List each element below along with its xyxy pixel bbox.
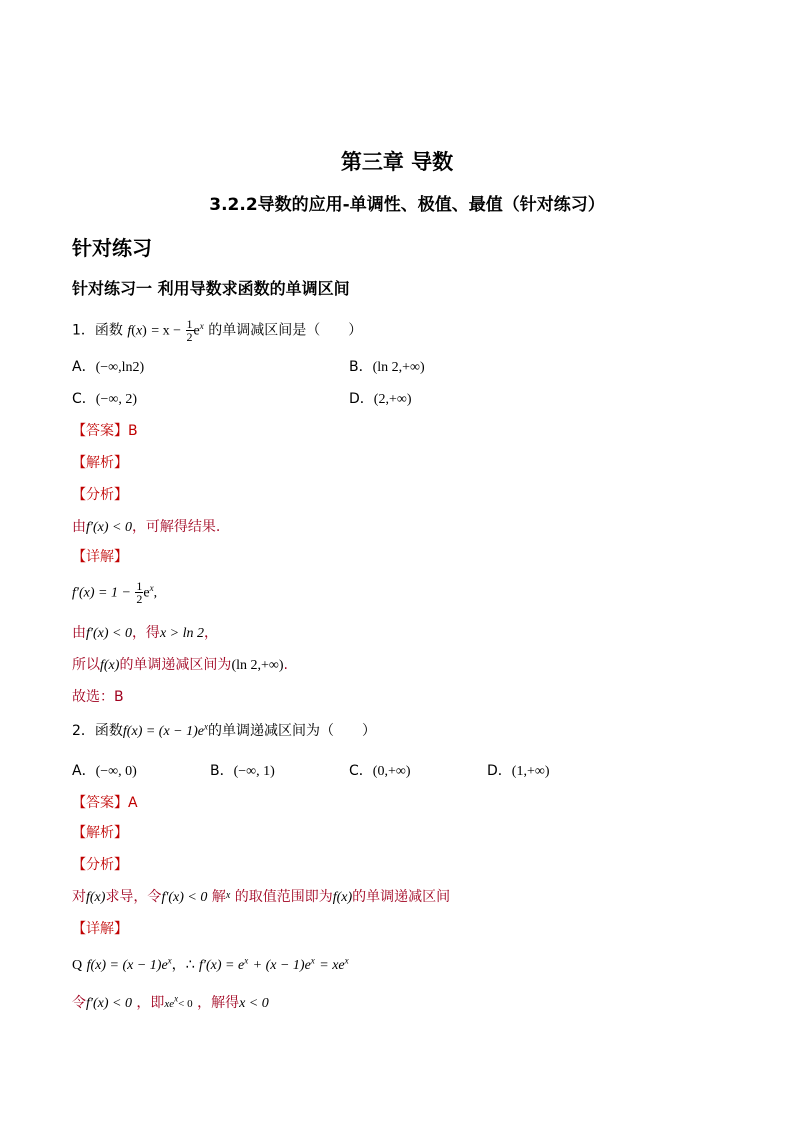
q1-jiexi-tag: 【解析】 <box>72 455 128 471</box>
q1-choose: 故选：B <box>72 689 124 705</box>
q1-fenxi-text: 由f′(x) < 0，可解得结果. <box>72 519 221 535</box>
q2-option-b: B．(−∞, 1) <box>210 763 275 779</box>
q1-step-1: 由f′(x) < 0，得x > ln 2， <box>72 625 218 641</box>
q1-option-d: D．(2,+∞) <box>349 391 412 407</box>
q2-fenxi-tag: 【分析】 <box>72 857 128 873</box>
q1-option-a: A．(−∞,ln2) <box>72 359 145 375</box>
question-2: 2．函数$f(x) = (x - 1)e^x$的单调递减区间为（ ） <box>72 721 376 739</box>
q1-suffix: 的单调减区间是（ ） <box>208 322 363 339</box>
q1-x: x <box>135 323 143 339</box>
section-subtitle: 针对练习一 利用导数求函数的单调区间 <box>72 279 350 298</box>
question-1: 1．函数 f(x) = x − $\frac{1}{2}$ $e^x$ 的单调减区间是（ ） <box>72 317 363 344</box>
q1-derivative: f′(x) = 1 − $\frac{1}{2}$ $e^x$, <box>72 579 158 606</box>
q1-option-b: B．(ln 2,+∞) <box>349 359 425 375</box>
q2-jiexi-tag: 【解析】 <box>72 825 128 841</box>
q1-xiangjie-tag: 【详解】 <box>72 549 128 565</box>
chapter-title: 第三章 导数 <box>340 150 454 174</box>
q2-option-d: D．(1,+∞) <box>487 763 550 779</box>
q2-fenxi-text: 对f(x)求导，令f′(x) < 0 解$^x$ 的取值范围即为f(x)的单调递减区间 <box>72 889 451 905</box>
q2-xiangjie-tag: 【详解】 <box>72 921 128 937</box>
q2-detail-line-2: 令f′(x) < 0 ，即$xe^x< 0$ ，解得x < 0 <box>72 993 269 1011</box>
q2-option-a: A．(−∞, 0) <box>72 763 137 779</box>
q1-option-c: C．(−∞, 2) <box>72 391 137 407</box>
q1-fenxi-tag: 【分析】 <box>72 487 128 503</box>
q1-fraction: $\frac{1}{2}$ <box>186 317 193 344</box>
q1-answer: 【答案】B <box>72 423 138 439</box>
q1-eq-rhs: = x − <box>151 323 182 339</box>
q2-option-c: C．(0,+∞) <box>349 763 411 779</box>
q1-f: f <box>127 323 132 339</box>
q2-answer: 【答案】A <box>72 795 138 811</box>
page-subtitle: 3.2.2导数的应用-单调性、极值、最值（针对练习） <box>209 195 605 215</box>
section-title: 针对练习 <box>72 236 152 260</box>
q1-prefix: 1．函数 <box>72 322 123 339</box>
q1-e: e <box>193 323 200 339</box>
q2-detail-line-1: Q $f(x) = (x - 1)e^x$，∴ $f'(x) = e^x + (x - 1)e^x = xe^x$ <box>72 955 349 973</box>
q1-step-2: 所以f(x)的单调递减区间为(ln 2,+∞). <box>72 657 288 673</box>
